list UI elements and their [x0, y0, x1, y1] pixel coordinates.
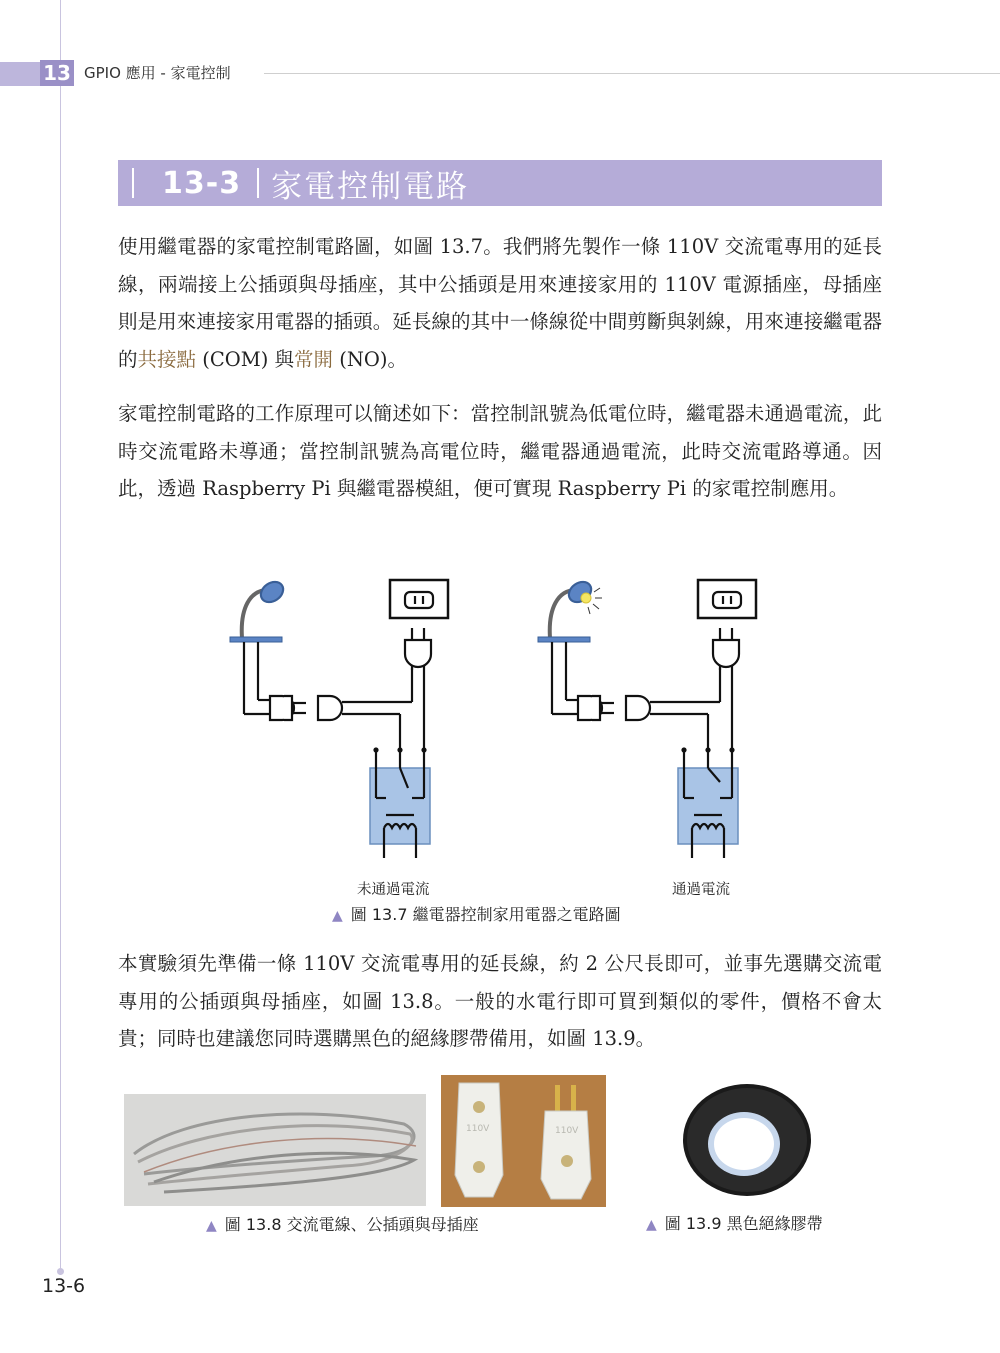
term-normally-open: 常開	[294, 347, 334, 371]
female-socket-photo	[455, 1083, 503, 1197]
female-socket-icon	[626, 696, 650, 720]
female-socket-icon	[318, 696, 342, 720]
figure-caption-13-8	[206, 1215, 479, 1236]
section-heading	[118, 160, 882, 206]
label-no-current: 未通過電流	[357, 882, 430, 898]
chapter-title: GPIO 應用 - 家電控制	[84, 64, 231, 82]
paragraph-principle: 家電控制電路的工作原理可以簡述如下：當控制訊號為低電位時，繼電器未通過電流，此時交流電路未導通；當控制訊號為高電位時，繼電器通過電流，此時交流電路導通。因此，透過 Raspberry Pi 與繼電器模組，便可實現 Raspberry Pi 的家電控制應用。	[118, 402, 882, 500]
paragraph-materials: 本實驗須先準備一條 110V 交流電專用的延長線，約 2 公尺長即可，並事先選購交流電專用的公插頭與母插座，如圖 13.8。一般的水電行即可買到類似的零件，價格不會太貴；同時也建議您同時選購黑色的絕緣膠帶備用，如圖 13.9。	[118, 952, 882, 1050]
heading-divider	[257, 168, 259, 198]
wall-outlet-icon	[698, 580, 756, 618]
paragraph-text: 使用繼電器的家電控制電路圖，如圖 13.7。我們將先製作一條 110V 交流電專用的延長線，兩端接上公插頭與母插座，其中公插頭是用來連接家用的 110V 電源插座，母插座則是用來連接家用電器的插頭。延長線的其中一條線從中間剪斷與剝線，用來連接繼電器的	[118, 235, 882, 371]
figure-caption-13-9	[646, 1214, 823, 1235]
section-number: 13-3	[162, 165, 242, 201]
chapter-number: 13	[40, 60, 74, 86]
paragraph-text: (COM) 與	[196, 347, 295, 371]
caption-text: 圖 13.7 繼電器控制家用電器之電路圖	[350, 905, 621, 924]
lamp-icon	[538, 578, 595, 642]
male-plug-icon	[270, 696, 306, 720]
photo-plug-and-socket	[441, 1075, 606, 1207]
term-common: 共接點	[137, 347, 197, 371]
paragraph-text: (NO)。	[333, 347, 408, 371]
up-arrow-icon: ▲	[206, 1218, 217, 1234]
socket-marking: 110V	[466, 1124, 490, 1134]
relay-circuit-diagram	[200, 568, 800, 898]
section-title: 家電控制電路	[271, 168, 470, 205]
page-number: 13-6	[42, 1275, 86, 1297]
label-current: 通過電流	[672, 882, 730, 898]
photo-insulation-tape	[676, 1076, 818, 1200]
up-arrow-icon: ▲	[332, 908, 343, 924]
male-plug-icon	[578, 696, 614, 720]
margin-rule	[60, 0, 61, 1275]
up-arrow-icon: ▲	[646, 1217, 657, 1233]
header-rule	[264, 73, 1000, 74]
plug-marking: 110V	[555, 1126, 579, 1136]
relay-box	[678, 768, 738, 844]
circuit-on	[538, 578, 756, 858]
caption-text: 圖 13.8 交流電線、公插頭與母插座	[224, 1215, 479, 1234]
margin-rule-dot	[57, 1268, 64, 1275]
circuit-off	[230, 578, 448, 858]
relay-box	[370, 768, 430, 844]
heading-divider	[132, 168, 134, 198]
paragraph-intro	[118, 228, 882, 378]
caption-text: 圖 13.9 黑色絕緣膠帶	[664, 1214, 823, 1233]
photo-extension-cord	[124, 1094, 426, 1206]
wall-outlet-icon	[390, 580, 448, 618]
figure-caption-13-7	[332, 905, 621, 926]
lamp-icon	[230, 578, 287, 642]
